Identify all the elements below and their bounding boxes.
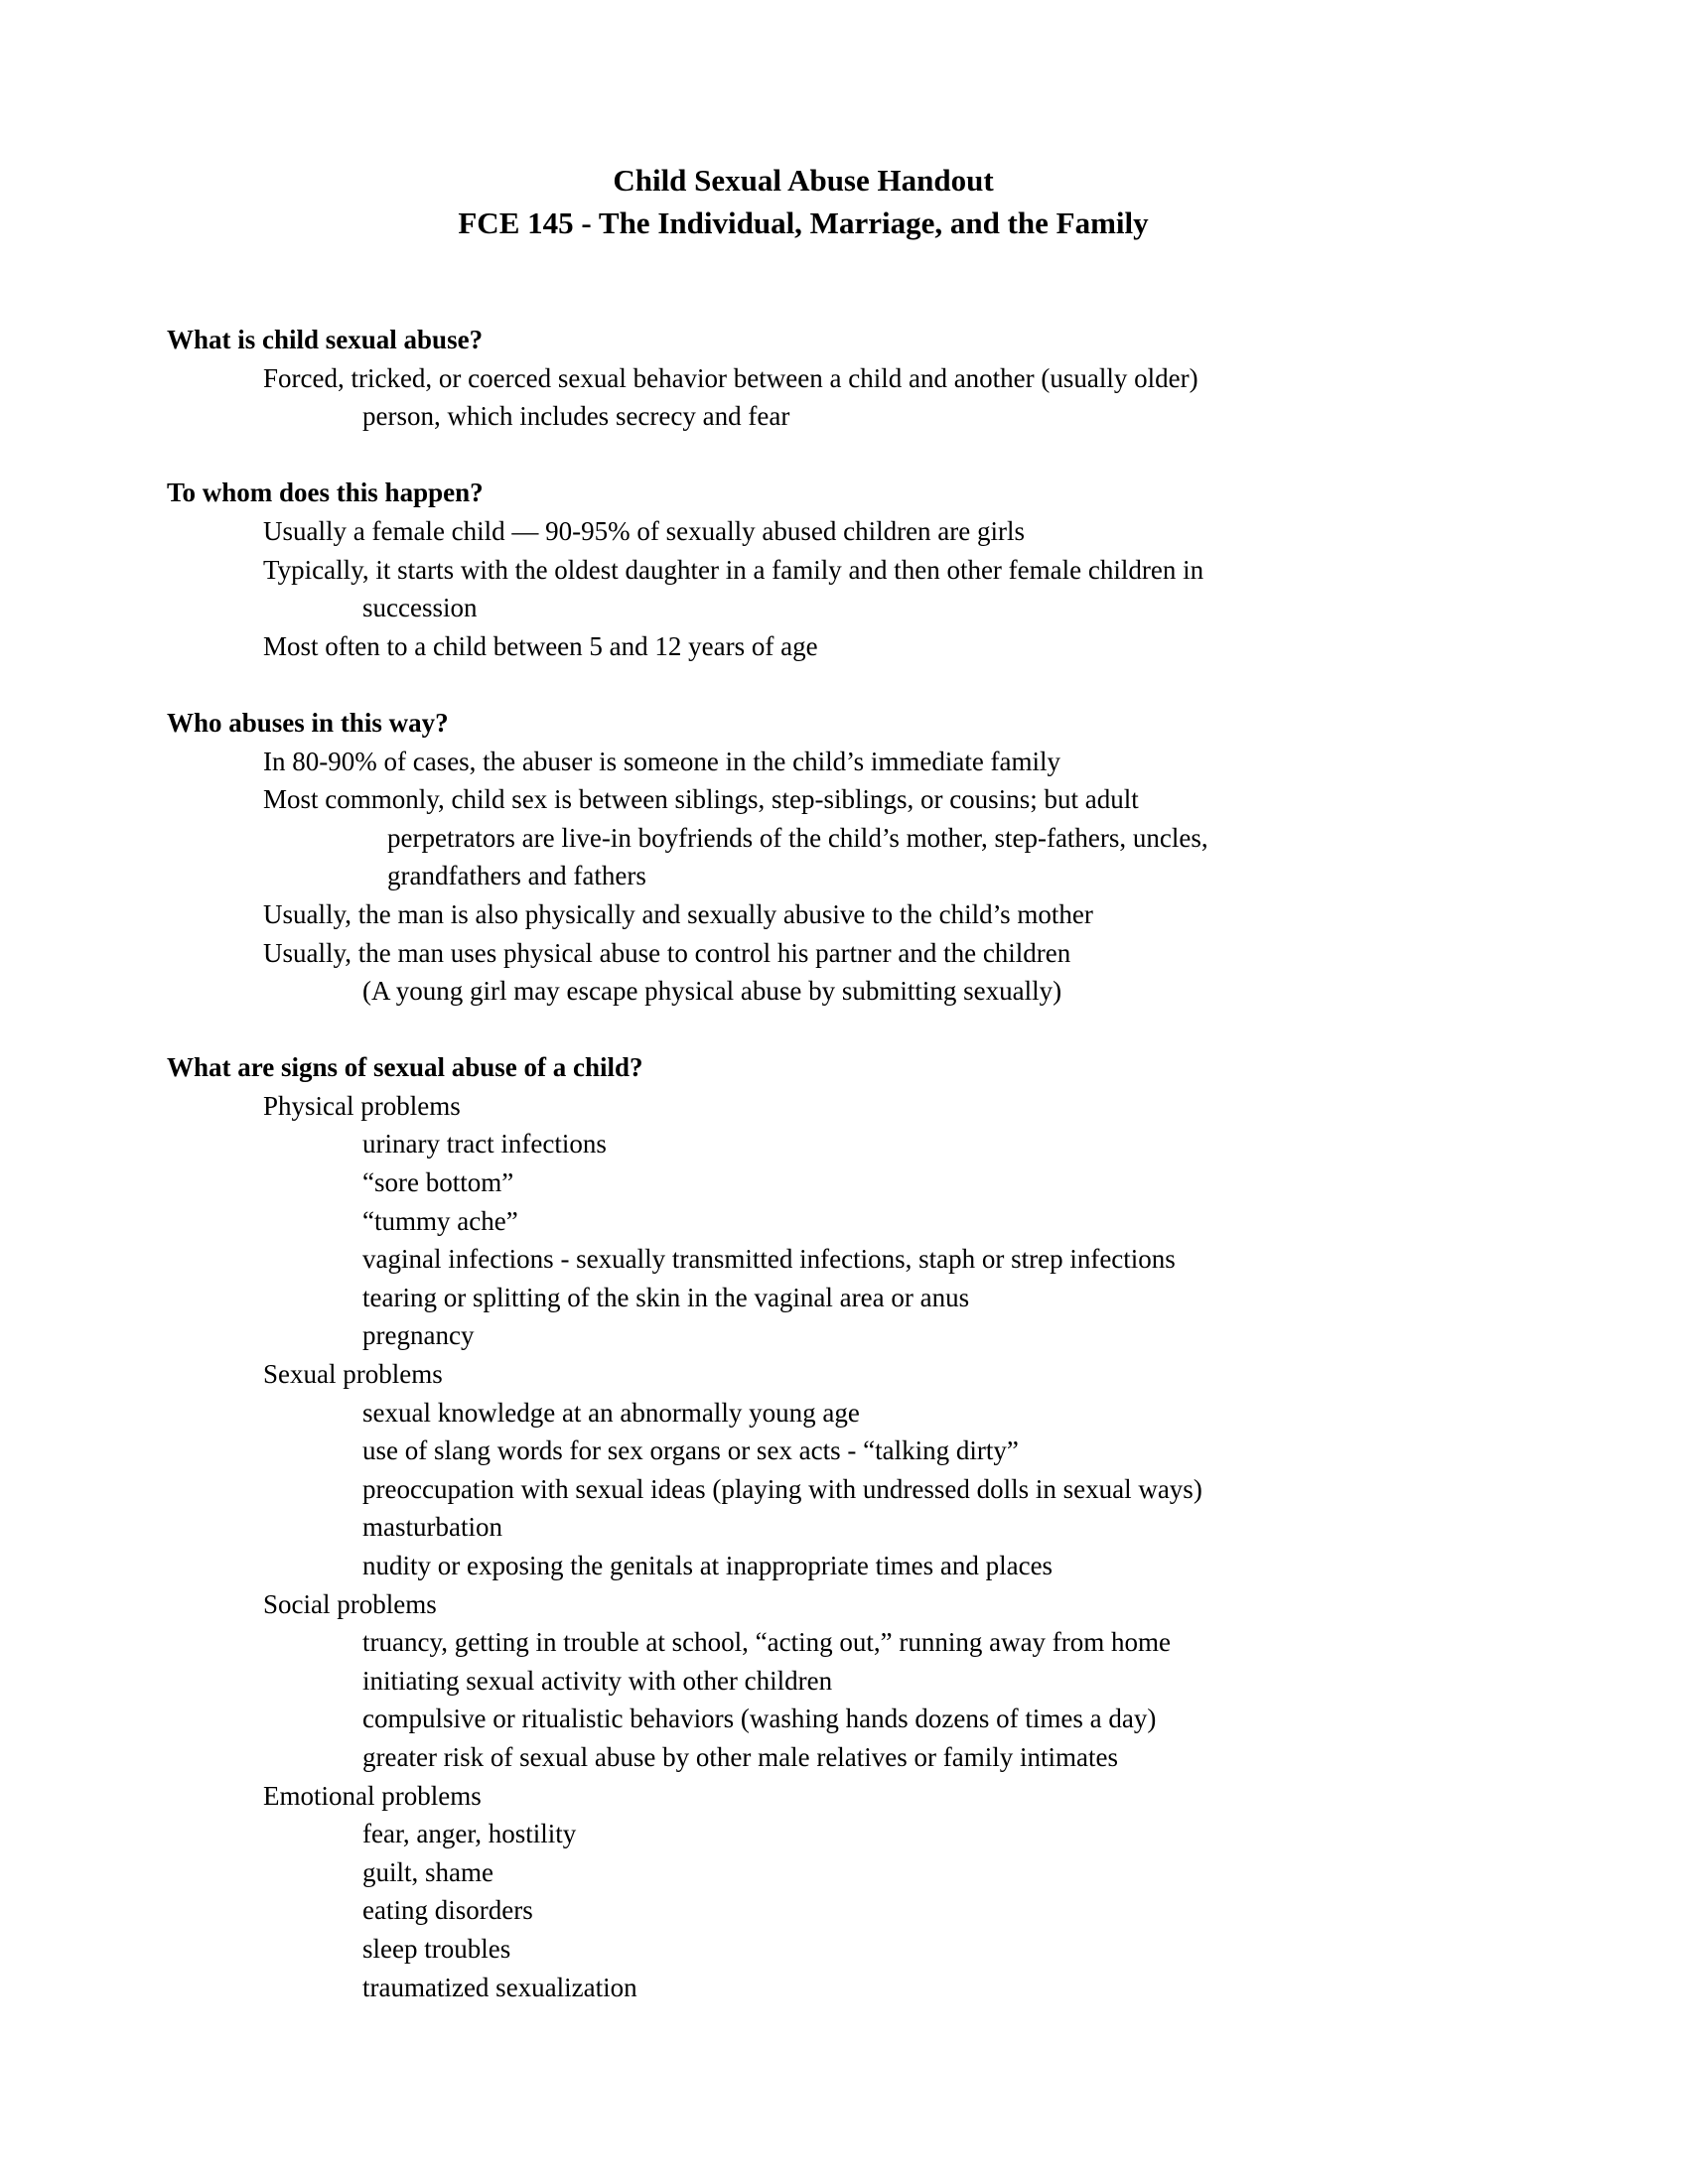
text-line: traumatized sexualization [362,1972,637,2002]
document-title-line-1: Child Sexual Abuse Handout [613,163,994,198]
text-line: In 80-90% of cases, the abuser is someone in the child’s immediate family [263,746,1061,776]
text-line: sleep troubles [362,1933,511,1964]
text-line: pregnancy [362,1320,475,1351]
text-line: Typically, it starts with the oldest daughter in a family and then other female children in [263,554,1204,585]
document-title [167,159,1440,244]
text-line: Usually, the man uses physical abuse to control his partner and the children [263,937,1071,968]
text-line: guilt, shame [362,1856,493,1887]
text-line: nudity or exposing the genitals at inappropriate times and places [362,1551,1054,1580]
section-what-is-child-sexual-abuse [167,321,1440,436]
text-line: truancy, getting in trouble at school, “acting out,” running away from home [362,1627,1172,1658]
section-heading: Who abuses in this way? [167,707,449,738]
subsection-label: Emotional problems [263,1780,482,1811]
text-line: succession [362,593,478,623]
subsection-label: Sexual problems [263,1359,443,1390]
text-line: Usually, the man is also physically and sexually abusive to the child’s mother [263,898,1093,929]
text-line: person, which includes secrecy and fear [362,401,790,432]
text-line: Forced, tricked, or coerced sexual behavior between a child and another (usually older) [263,362,1198,393]
text-line: Most commonly, child sex is between siblings, step-siblings, or cousins; but adult [263,784,1139,815]
text-line: perpetrators are live-in boyfriends of the child’s mother, step-fathers, uncles, [387,822,1208,853]
text-line: initiating sexual activity with other children [362,1665,833,1696]
document-body [0,321,1688,2006]
text-line: Usually a female child — 90-95% of sexually abused children are girls [263,515,1026,546]
text-line: vaginal infections - sexually transmitted infections, staph or strep infections [362,1244,1176,1275]
text-line: compulsive or ritualistic behaviors (washing hands dozens of times a day) [362,1704,1157,1734]
text-line: fear, anger, hostility [362,1819,577,1849]
section-heading: To whom does this happen? [167,478,484,508]
text-line: grandfathers and fathers [387,861,646,891]
section-to-whom-does-this-happen [167,474,1440,665]
text-line: “tummy ache” [362,1205,518,1236]
text-line: “sore bottom” [362,1167,514,1198]
document-title-line-2: FCE 145 - The Individual, Marriage, and the Family [458,205,1149,240]
text-line: masturbation [362,1512,502,1543]
text-line: urinary tract infections [362,1129,607,1160]
section-heading: What are signs of sexual abuse of a child? [167,1052,643,1083]
section-who-abuses-in-this-way [167,704,1440,1011]
text-line: Most often to a child between 5 and 12 years of age [263,630,818,661]
text-line: sexual knowledge at an abnormally young age [362,1397,860,1428]
section-signs-of-sexual-abuse [167,1048,1440,2006]
text-line: greater risk of sexual abuse by other male relatives or family intimates [362,1741,1118,1772]
text-line: use of slang words for sex organs or sex acts - “talking dirty” [362,1435,1019,1466]
subsection-label: Social problems [263,1588,437,1619]
text-line: tearing or splitting of the skin in the vaginal area or anus [362,1282,970,1312]
text-line: preoccupation with sexual ideas (playing with undressed dolls in sexual ways) [362,1473,1202,1504]
text-line: eating disorders [362,1895,533,1926]
subsection-label: Physical problems [263,1090,461,1121]
section-heading: What is child sexual abuse? [167,325,484,354]
text-line: (A young girl may escape physical abuse by submitting sexually) [362,976,1062,1007]
